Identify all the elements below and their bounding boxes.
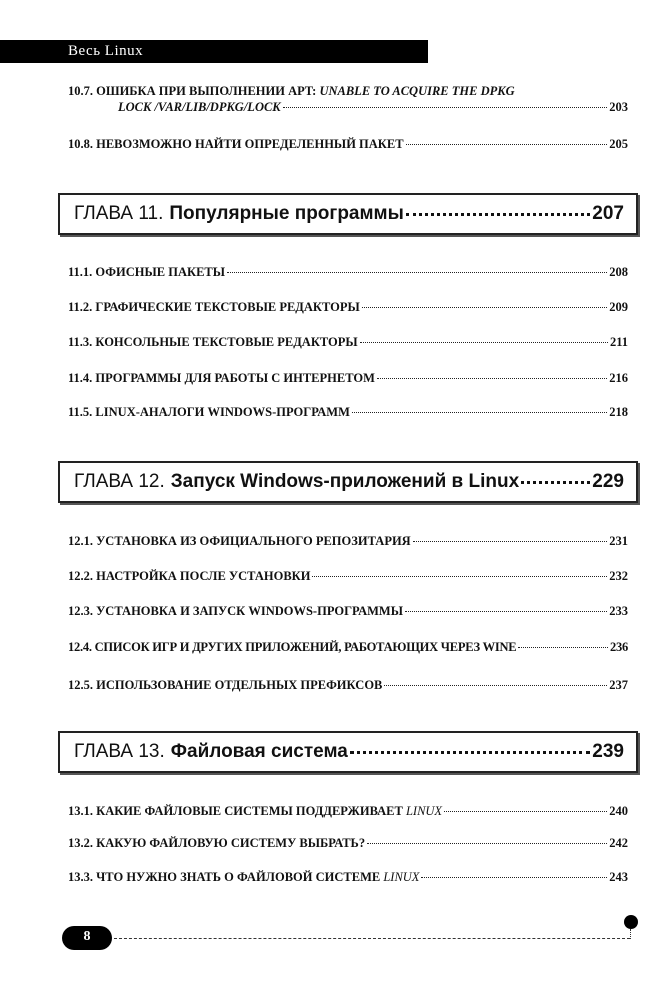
toc-entry-page: 243 (609, 870, 628, 884)
leader-dots (421, 877, 607, 878)
leader-dots (352, 412, 607, 413)
toc-entry-page: 233 (609, 604, 628, 618)
toc-entry-title: 13.2. КАКУЮ ФАЙЛОВУЮ СИСТЕМУ ВЫБРАТЬ? (68, 836, 366, 850)
toc-entry-12-3 (68, 603, 628, 619)
toc-entry-page: 242 (609, 836, 628, 850)
chapter-page: 229 (592, 471, 624, 492)
toc-entry-title: 10.7. ОШИБКА ПРИ ВЫПОЛНЕНИИ APT: (68, 84, 320, 98)
toc-entry-11-3 (68, 334, 628, 350)
book-title: Весь Linux (68, 43, 144, 59)
toc-entry-title: 12.3. УСТАНОВКА И ЗАПУСК WINDOWS-ПРОГРАММЫ (68, 604, 403, 618)
leader-dots (406, 213, 590, 216)
leader-dots (518, 647, 608, 648)
toc-entry-page: 237 (609, 678, 628, 692)
toc-entry-title: 12.5. ИСПОЛЬЗОВАНИЕ ОТДЕЛЬНЫХ ПРЕФИКСОВ (68, 678, 383, 692)
chapter-11-heading (58, 193, 638, 235)
chapter-name: Запуск Windows-приложений в Linux (170, 471, 520, 492)
chapter-name: Файловая система (170, 741, 348, 762)
page-number-badge (62, 926, 112, 950)
toc-entry-title: 12.2. НАСТРОЙКА ПОСЛЕ УСТАНОВКИ (68, 569, 311, 583)
footer-dot-connector (630, 929, 631, 939)
toc-entry-11-5 (68, 404, 628, 420)
leader-dots (413, 541, 608, 542)
toc-entry-title-italic: UNABLE TO ACQUIRE THE DPKG (319, 84, 515, 98)
toc-entry-title: 11.5. LINUX-АНАЛОГИ WINDOWS-ПРОГРАММ (68, 405, 350, 419)
leader-dots (283, 107, 608, 108)
toc-entry-title-text: 13.1. КАКИЕ ФАЙЛОВЫЕ СИСТЕМЫ ПОДДЕРЖИВАЕТ (68, 804, 406, 818)
toc-entry-title: 10.8. НЕВОЗМОЖНО НАЙТИ ОПРЕДЕЛЕННЫЙ ПАКЕТ (68, 137, 404, 151)
toc-entry-title-text: 13.3. ЧТО НУЖНО ЗНАТЬ О ФАЙЛОВОЙ СИСТЕМЕ (68, 870, 384, 884)
toc-entry-page: 231 (609, 534, 628, 548)
chapter-name: Популярные программы (169, 203, 404, 224)
toc-entry-10-8 (68, 136, 628, 152)
running-header-bar (0, 40, 428, 63)
leader-dots (521, 481, 590, 484)
leader-dots (384, 685, 607, 686)
toc-entry-11-2 (68, 299, 628, 315)
leader-dots (444, 811, 607, 812)
leader-dots (367, 843, 607, 844)
chapter-label: ГЛАВА 12. (74, 471, 165, 492)
chapter-13-heading (58, 731, 638, 773)
toc-entry-12-1 (68, 533, 628, 549)
toc-entry-title: 11.1. ОФИСНЫЕ ПАКЕТЫ (68, 265, 226, 279)
toc-entry-page: 236 (610, 640, 628, 654)
toc-entry-12-5 (68, 677, 628, 693)
toc-entry-13-1 (68, 803, 628, 819)
toc-entry-title: 11.3. КОНСОЛЬНЫЕ ТЕКСТОВЫЕ РЕДАКТОРЫ (68, 335, 358, 349)
toc-entry-13-3 (68, 869, 628, 885)
toc-entry-title (68, 869, 419, 885)
chapter-page: 207 (592, 203, 624, 224)
toc-entry-11-1 (68, 264, 628, 280)
footer-bullet-icon (624, 915, 638, 929)
toc-entry-page: 218 (609, 405, 628, 419)
toc-entry-title: 12.4. СПИСОК ИГР И ДРУГИХ ПРИЛОЖЕНИЙ, РАБОТАЮЩИХ ЧЕРЕЗ WINE (68, 640, 517, 654)
footer-dashed-rule (114, 938, 630, 939)
toc-entry-13-2 (68, 835, 628, 851)
leader-dots (362, 307, 607, 308)
leader-dots (360, 342, 608, 343)
toc-entry-11-4 (68, 370, 628, 386)
toc-entry-page: 216 (609, 371, 628, 385)
toc-entry-12-2 (68, 568, 628, 584)
page-number: 8 (83, 929, 91, 944)
toc-entry-page: 240 (609, 804, 628, 818)
leader-dots (405, 611, 607, 612)
toc-entry-10-7 (68, 83, 628, 115)
toc-entry-title-italic: LINUX (405, 804, 443, 818)
leader-dots (406, 144, 608, 145)
leader-dots (312, 576, 607, 577)
leader-dots (350, 751, 590, 754)
toc-entry-page: 205 (609, 137, 628, 151)
chapter-label: ГЛАВА 13. (74, 741, 165, 762)
toc-entry-title: 11.4. ПРОГРАММЫ ДЛЯ РАБОТЫ С ИНТЕРНЕТОМ (68, 371, 375, 385)
toc-entry-line1 (68, 83, 628, 99)
toc-entry-page: 208 (609, 265, 628, 279)
toc-entry-page: 209 (609, 300, 628, 314)
toc-entry-page: 203 (609, 100, 628, 114)
chapter-label: ГЛАВА 11. (74, 203, 164, 224)
chapter-page: 239 (592, 741, 624, 762)
toc-entry-line2 (68, 99, 628, 115)
toc-entry-title-italic-cont: LOCK /VAR/LIB/DPKG/LOCK (118, 100, 281, 114)
toc-entry-page: 232 (609, 569, 628, 583)
toc-entry-12-4 (68, 639, 628, 655)
chapter-12-heading (58, 461, 638, 503)
toc-entry-page: 211 (609, 335, 628, 349)
toc-entry-title: 12.1. УСТАНОВКА ИЗ ОФИЦИАЛЬНОГО РЕПОЗИТАРИЯ (68, 534, 411, 548)
leader-dots (377, 378, 607, 379)
toc-entry-title-italic: LINUX (383, 870, 420, 884)
leader-dots (227, 272, 607, 273)
toc-entry-title (68, 803, 442, 819)
toc-entry-title: 11.2. ГРАФИЧЕСКИЕ ТЕКСТОВЫЕ РЕДАКТОРЫ (68, 300, 360, 314)
